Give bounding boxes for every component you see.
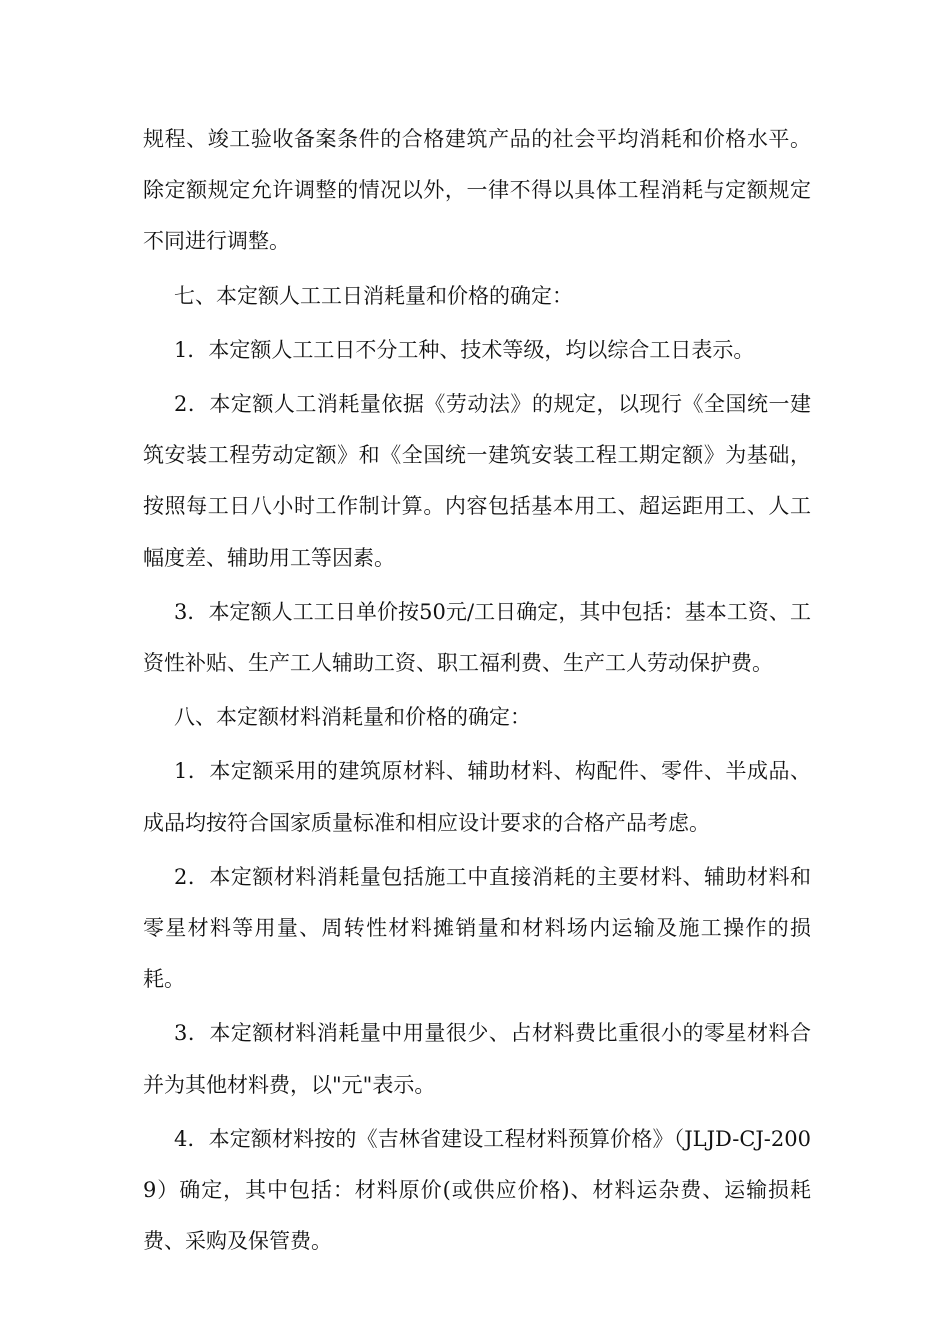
paragraph-materials-4: 4．本定额材料按的《吉林省建设工程材料预算价格》（JLJD-CJ-2009）确定，其中包括：材料原价(或供应价格)、材料运杂费、运输损耗费、采购及保管费。 xyxy=(143,1126,811,1254)
paragraph-materials-1: 1．本定额采用的建筑原材料、辅助材料、构配件、零件、半成品、成品均按符合国家质量标准和相应设计要求的合格产品考虑。 xyxy=(143,759,811,835)
paragraph-labor-2: 2．本定额人工消耗量依据《劳动法》的规定，以现行《全国统一建筑安装工程劳动定额》和《全国统一建筑安装工程工期定额》为基础，按照每工日八小时工作制计算。内容包括基本用工、超运距用工、人工幅度差、辅助用工等因素。 xyxy=(143,392,811,570)
section-heading-materials: 八、本定额材料消耗量和价格的确定： xyxy=(174,705,531,730)
paragraph-continuation: 规程、竣工验收备案条件的合格建筑产品的社会平均消耗和价格水平。除定额规定允许调整的情况以外，一律不得以具体工程消耗与定额规定不同进行调整。 xyxy=(143,127,811,254)
paragraph-labor-1: 1．本定额人工工日不分工种、技术等级，均以综合工日表示。 xyxy=(174,337,755,362)
document-body xyxy=(143,114,811,1270)
section-heading-labor: 七、本定额人工工日消耗量和价格的确定： xyxy=(174,283,573,308)
paragraph-materials-2: 2．本定额材料消耗量包括施工中直接消耗的主要材料、辅助材料和零星材料等用量、周转性材料摊销量和材料场内运输及施工操作的损耗。 xyxy=(143,864,811,992)
paragraph-materials-3: 3．本定额材料消耗量中用量很少、占材料费比重很小的零星材料合并为其他材料费，以"元"表示。 xyxy=(143,1021,811,1097)
paragraph-labor-3: 3．本定额人工工日单价按50元/工日确定，其中包括：基本工资、工资性补贴、生产工人辅助工资、职工福利费、生产工人劳动保护费。 xyxy=(143,599,811,676)
